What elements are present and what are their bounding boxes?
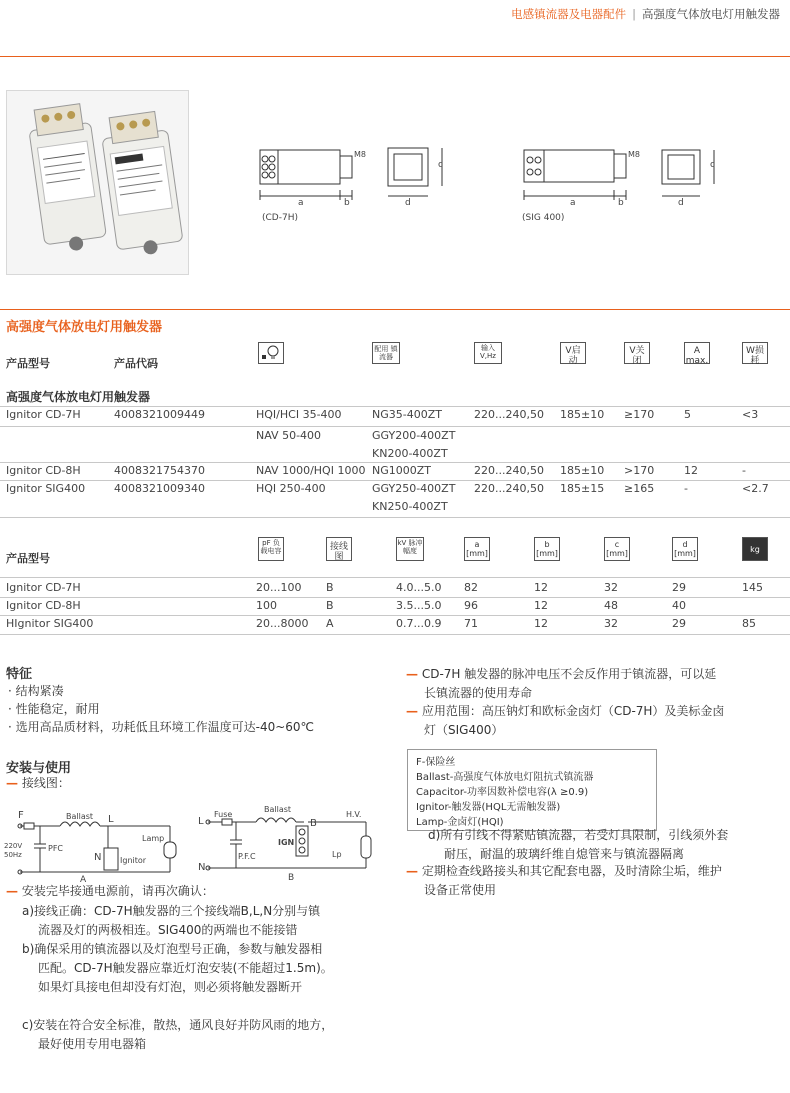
cell-off: ≥165 [624,482,655,495]
install-title: 安装与使用 [6,761,72,776]
cell-input: 220...240,50 [474,482,544,495]
drawing-label-sig400: (SIG 400) [522,213,565,223]
circuit-a-L: L [108,814,114,825]
step-text: 如果灯具接电但却没有灯泡，则必须将触发器断开 [38,980,303,994]
legend-line: Ignitor-触发器(HQL无需触发器) [416,802,561,813]
header-category: 电感镇流器及电器配件 [511,7,627,21]
legend-line: Capacitor-功率因数补偿电容(λ ≥0.9) [416,787,589,798]
cell-amax: - [684,482,688,495]
v-start-icon: V启动 [560,342,586,364]
legend-line: Ballast-高强度气体放电灯阻抗式镇流器 [416,772,594,783]
circuit-b-N: N [198,862,206,873]
cell-ballast: NG1000ZT [372,464,432,477]
circuit-a-ignitor: Ignitor [120,856,147,865]
product-photo [6,90,189,275]
t1-col-code: 产品代码 [114,357,158,370]
note-text: 长镇流器的使用寿命 [424,686,533,700]
note-text: CD-7H 触发器的脉冲电压不会反作用于镇流器，可以延 [421,667,717,681]
dash-bullet: — [406,667,418,681]
circuit-b-ign: IGN [278,838,295,847]
cell-c: 32 [604,581,618,594]
step-text: 定期检查线路接头和其它配套电器，及时清除尘垢，维护 [421,864,722,878]
dim-a-sig: a [570,198,576,208]
cell-start: 185±10 [560,408,605,421]
dim-d-sig: d [678,198,684,208]
cell-ballast: NG35-400ZT [372,408,442,421]
cell-w: <3 [742,408,759,421]
t2-row-line [0,615,790,616]
dim-c-sig: c [710,160,715,170]
dim-b: b [344,198,350,208]
cell-d: 29 [672,581,686,594]
legend-line: Lamp-金卤灯(HQI) [416,817,504,828]
section-title: 高强度气体放电灯用触发器 [6,320,163,335]
cell-amax: 12 [684,464,698,477]
cell-amax: 5 [684,408,691,421]
cell-wiring: A [326,617,334,630]
circuit-b-pfc: P.F.C [238,852,256,861]
dim-m8: M8 [354,150,366,159]
dim-m8-sig: M8 [628,150,640,159]
circuit-b-caption: B [288,873,295,883]
wiring-label [6,774,70,793]
dash-bullet: — [6,884,18,898]
steps-intro [6,882,396,901]
cell-a: 71 [464,617,478,630]
cell-code: 4008321009449 [114,408,205,421]
cell-pf: 20...100 [256,581,302,594]
dash-bullet: — [406,704,418,718]
cell-model: Ignitor CD-8H [6,464,81,477]
circuit-b-L: L [198,816,204,827]
cell-off: >170 [624,464,655,477]
dash-bullet: — [406,864,418,878]
note-application [406,702,790,740]
step-text: 流器及灯的两极相连。SIG400的两端也不能接错 [38,923,298,937]
cell-c: 32 [604,617,618,630]
kv-icon: kV 脉冲幅度 [396,537,424,561]
cell-code: 4008321754370 [114,464,205,477]
cell-w: - [742,464,746,477]
cell-kv: 0.7...0.9 [396,617,442,630]
feature-item: · 性能稳定，耐用 [8,702,100,716]
cell-g: 145 [742,581,763,594]
circuit-a-pfc: PFC [48,844,64,853]
wiring-label-text: 接线图： [21,776,70,790]
cell-kv: 3.5...5.0 [396,599,442,612]
step-text: 耐压，耐温的玻璃纤维自熄管来与镇流器隔离 [444,847,685,861]
circuit-diagram-b [196,800,396,890]
cell-lamp: NAV 1000/HQI 1000 [256,464,366,477]
cell-start: 185±10 [560,464,605,477]
weight-icon: kg [742,537,768,561]
note-text: 灯（SIG400） [424,723,504,737]
input-icon-label: 输入 V,Hz [480,344,496,360]
table-row [0,617,790,635]
t1-row-line [0,480,790,481]
table-row [0,408,790,426]
circuit-b-fuse: Fuse [214,810,233,819]
ampere-icon: A max. [684,342,710,364]
cell-model: Ignitor SIG400 [6,482,86,495]
capacitance-icon: pF 负载电容 [258,537,284,561]
drawing-label-cd7h: (CD-7H) [262,213,298,223]
cell-c: 48 [604,599,618,612]
cell-input: 220...240,50 [474,464,544,477]
cell-g: 85 [742,617,756,630]
watt-icon: W损耗 [742,342,768,364]
t1-row-line [0,462,790,463]
t1-group-title: 高强度气体放电灯用触发器 [6,390,151,404]
cell-d: 29 [672,617,686,630]
cell-ballast: KN250-400ZT [372,500,448,513]
dim-c-icon: c [mm] [604,537,630,561]
cell-lamp: HQI/HCI 35-400 [256,408,342,421]
t1-row-line [0,517,790,518]
circuit-b-ballast: Ballast [264,805,292,814]
features-title: 特征 [6,667,33,682]
legend-box [407,749,657,831]
header-topic: 高强度气体放电灯用触发器 [642,7,780,21]
ballast-icon: 配用 镇流器 [372,342,400,364]
circuit-a-220: 220V [4,842,23,850]
cell-wiring: B [326,581,334,594]
dim-b-sig: b [618,198,624,208]
circuit-a-caption: A [80,875,87,885]
cell-a: 96 [464,599,478,612]
t2-header-line [0,577,790,578]
lamp-icon [258,342,284,364]
step-text: b)确保采用的镇流器以及灯泡型号正确，参数与触发器相 [22,942,323,956]
dim-d-icon: d [mm] [672,537,698,561]
cell-model: Ignitor CD-8H [6,599,81,612]
step-a [22,902,402,940]
table-row [0,429,790,447]
page-header [511,6,780,22]
cell-b: 12 [534,581,548,594]
cell-ballast: KN200-400ZT [372,447,448,460]
circuit-b-hv: H.V. [346,810,362,819]
circuit-a-ballast: Ballast [66,812,94,821]
cell-pf: 100 [256,599,277,612]
input-icon [474,342,502,364]
step-text: d)所有引线不得紧贴镇流器，若受灯具限制，引线须外套 [428,828,729,842]
dim-a: a [298,198,304,208]
header-separator: | [632,7,636,21]
cell-model: HIgnitor SIG400 [6,617,94,630]
note-text: 应用范围：高压钠灯和欧标金卤灯（CD-7H）及美标金卤 [421,704,725,718]
feature-item: · 结构紧凑 [8,684,64,698]
feature-item: · 选用高品质材料，功耗低且环境工作温度可达-40~60℃ [8,720,315,734]
cell-w: <2.7 [742,482,769,495]
dim-c: c [438,160,443,170]
dim-b-icon: b [mm] [534,537,560,561]
circuit-a-F: F [18,810,24,821]
cell-code: 4008321009340 [114,482,205,495]
cell-kv: 4.0...5.0 [396,581,442,594]
step-text: c)安装在符合安全标准，散热，通风良好并防风雨的地方， [22,1018,334,1032]
note-pulse [406,665,790,703]
header-rule [0,56,790,57]
cell-off: ≥170 [624,408,655,421]
step-text: 匹配。CD-7H触发器应靠近灯泡安装(不能超过1.5m)。 [38,961,333,975]
cell-ballast: GGY200-400ZT [372,429,456,442]
section-rule [0,309,790,310]
cell-b: 12 [534,617,548,630]
t1-header-line [0,406,790,407]
table-row [0,500,790,518]
step-e [406,862,790,900]
wiring-icon: 接线图 [326,537,352,561]
cell-input: 220...240,50 [474,408,544,421]
cell-model: Ignitor CD-7H [6,581,81,594]
circuit-a-lamp: Lamp [142,834,165,843]
dim-a-icon: a [mm] [464,537,490,561]
circuit-a-50: 50Hz [4,851,22,859]
table-row [0,482,790,500]
cell-a: 82 [464,581,478,594]
dash-bullet: — [6,776,18,790]
step-text: 最好使用专用电器箱 [38,1037,147,1051]
t1-row-line [0,426,790,427]
step-c [22,1016,402,1054]
step-text: a)接线正确：CD-7H触发器的三个接线端B,L,N分别与镇 [22,904,321,918]
cell-d: 40 [672,599,686,612]
t2-row-line [0,634,790,635]
v-off-icon: V关闭 [624,342,650,364]
step-text: 设备正常使用 [424,883,497,897]
circuit-b-lp: Lp [332,850,342,859]
cell-ballast: GGY250-400ZT [372,482,456,495]
cell-wiring: B [326,599,334,612]
circuit-b-B: B [310,818,317,829]
t2-col-model: 产品型号 [6,552,50,565]
step-d [428,826,790,864]
cell-pf: 20...8000 [256,617,309,630]
cell-lamp: NAV 50-400 [256,429,322,442]
t1-col-model: 产品型号 [6,357,50,370]
cell-start: 185±15 [560,482,605,495]
cell-lamp: HQI 250-400 [256,482,326,495]
step-text: 安装完毕接通电源前，请再次确认： [21,884,214,898]
legend-line: F-保险丝 [416,757,456,768]
cell-b: 12 [534,599,548,612]
cell-model: Ignitor CD-7H [6,408,81,421]
circuit-a-N: N [94,852,102,863]
dim-d: d [405,198,411,208]
step-b [22,940,402,997]
circuit-diagram-a [0,800,190,890]
t2-row-line [0,597,790,598]
